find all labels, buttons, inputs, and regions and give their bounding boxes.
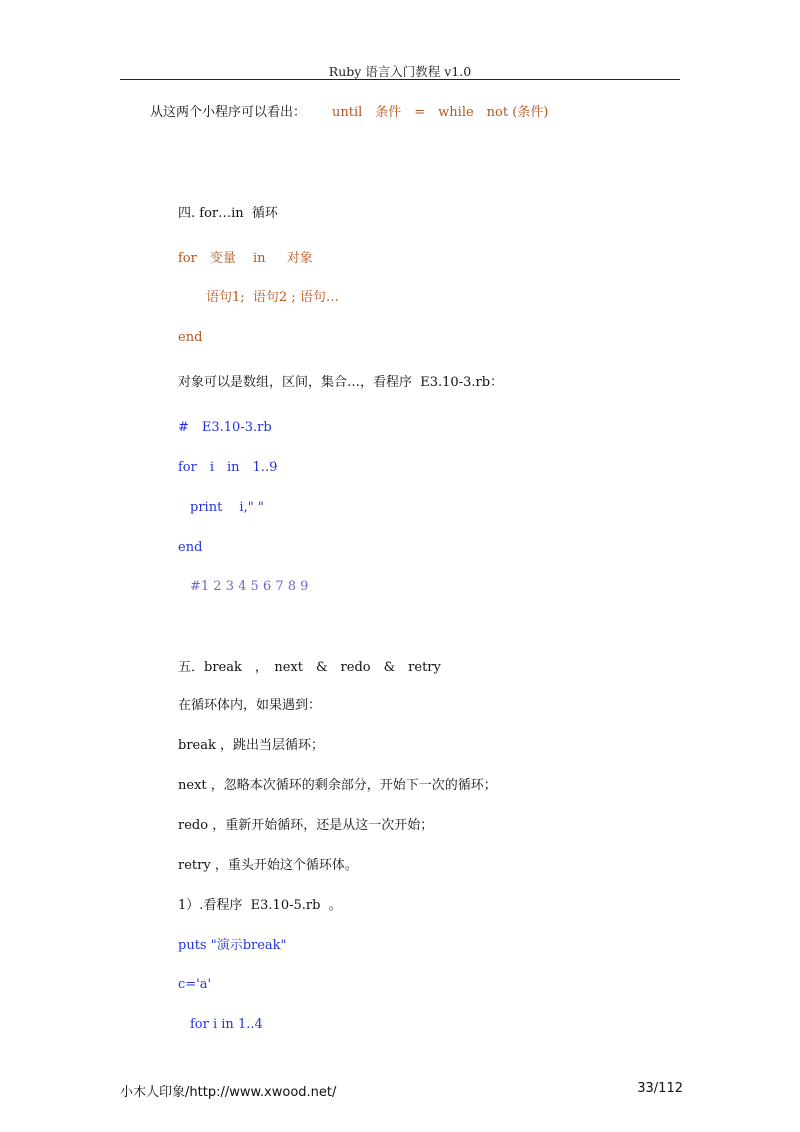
code-line: # E3.10-3.rb [178, 420, 272, 435]
code-line: puts "演示break" [178, 938, 287, 953]
syntax-line: 语句1; 语句2 ; 语句… [206, 290, 339, 305]
syntax-line: end [178, 330, 203, 345]
section4-note: 对象可以是数组，区间，集合…，看程序 E3.10-3.rb： [178, 375, 504, 390]
paragraph-line: 在循环体内，如果遇到： [178, 698, 322, 713]
code-output: #1 2 3 4 5 6 7 8 9 [190, 579, 309, 594]
page-header: Ruby 语言入门教程 v1.0 [328, 64, 472, 79]
paragraph-line: next ，忽略本次循环的剩余部分，开始下一次的循环； [178, 778, 497, 793]
paragraph-line: retry ，重头开始这个循环体。 [178, 858, 358, 873]
paragraph-line: break ，跳出当层循环； [178, 738, 324, 753]
code-line: print i," " [190, 500, 264, 515]
page-number: 33/112 [637, 1081, 683, 1096]
intro-text: 从这两个小程序可以看出： [150, 105, 307, 120]
code-line: for i in 1..9 [178, 460, 278, 475]
code-line: for i in 1..4 [190, 1017, 263, 1032]
paragraph-line: redo ，重新开始循环，还是从这一次开始； [178, 818, 434, 833]
footer-site: 小木人印象/http://www.xwood.net/ [120, 1085, 337, 1100]
code-line: end [178, 540, 203, 555]
intro-formula: until 条件 = while not (条件) [332, 105, 549, 120]
section4-heading: 四. for…in 循环 [178, 206, 278, 221]
paragraph-line: 1）.看程序 E3.10-5.rb 。 [178, 898, 342, 913]
header-divider [120, 79, 680, 80]
syntax-line: for 变量 in 对象 [178, 251, 313, 266]
code-line: c='a' [178, 977, 212, 992]
section5-heading: 五．break ， next & redo & retry [178, 660, 441, 675]
